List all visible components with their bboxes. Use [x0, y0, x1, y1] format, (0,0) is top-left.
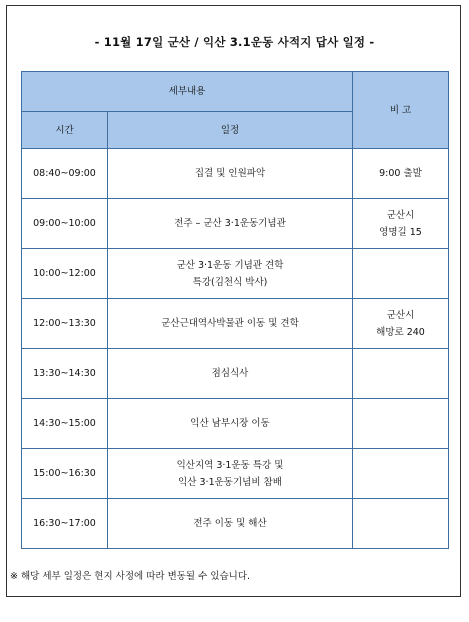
table-row	[22, 249, 449, 299]
footnote: ※ 해당 세부 일정은 현지 사정에 따라 변동될 수 있습니다.	[10, 571, 251, 582]
table-row	[22, 149, 449, 199]
schedule-cell	[108, 249, 353, 299]
schedule-cell	[108, 199, 353, 249]
schedule-cell	[108, 149, 353, 199]
time-cell: 09:00~10:00	[22, 199, 108, 249]
schedule-rows	[22, 149, 449, 549]
remarks-header: 비 고	[353, 72, 449, 149]
schedule-line: 익산 남부시장 이동	[190, 418, 270, 429]
detail-header: 세부내용	[22, 72, 353, 112]
remarks-cell	[353, 149, 449, 199]
remarks-line: 영명길 15	[379, 226, 422, 238]
remarks-cell	[353, 199, 449, 249]
remarks-cell	[353, 499, 449, 549]
time-cell: 14:30~15:00	[22, 399, 108, 449]
remarks-cell	[353, 299, 449, 349]
remarks-cell	[353, 249, 449, 299]
schedule-line: 특강(김천식 박사)	[192, 276, 268, 288]
schedule-line: 군산근대역사박물관 이동 및 견학	[161, 318, 299, 329]
schedule-cell	[108, 349, 353, 399]
remarks-line: 군산시	[386, 309, 415, 321]
remarks-cell	[353, 349, 449, 399]
time-header: 시간	[22, 112, 108, 149]
schedule-cell	[108, 299, 353, 349]
time-cell: 15:00~16:30	[22, 449, 108, 499]
page-title: - 11월 17일 군산 / 익산 3.1운동 사적지 답사 일정 -	[94, 35, 375, 49]
schedule-table	[21, 71, 449, 549]
table-row	[22, 499, 449, 549]
time-cell: 16:30~17:00	[22, 499, 108, 549]
remarks-line: 군산시	[386, 209, 415, 221]
remarks-line: 해망로 240	[376, 326, 425, 338]
schedule-cell	[108, 399, 353, 449]
schedule-line: 군산 3·1운동 기념관 견학	[176, 259, 284, 271]
schedule-line: 전주 이동 및 해산	[193, 518, 267, 529]
schedule-line: 점심식사	[211, 368, 249, 379]
schedule-cell	[108, 499, 353, 549]
time-cell: 10:00~12:00	[22, 249, 108, 299]
table-row	[22, 299, 449, 349]
table-row	[22, 199, 449, 249]
schedule-cell	[108, 449, 353, 499]
schedule-line: 집결 및 인원파악	[194, 168, 266, 179]
schedule-header: 일정	[108, 112, 353, 149]
table-row	[22, 449, 449, 499]
remarks-cell	[353, 399, 449, 449]
table-row	[22, 399, 449, 449]
schedule-line: 전주 – 군산 3·1운동기념관	[174, 218, 286, 229]
table-row	[22, 349, 449, 399]
remarks-cell	[353, 449, 449, 499]
time-cell: 08:40~09:00	[22, 149, 108, 199]
remarks-line: 9:00 출발	[379, 168, 422, 179]
schedule-line: 익산지역 3·1운동 특강 및	[176, 459, 284, 471]
schedule-line: 익산 3·1운동기념비 참배	[178, 476, 282, 488]
time-cell: 12:00~13:30	[22, 299, 108, 349]
time-cell: 13:30~14:30	[22, 349, 108, 399]
